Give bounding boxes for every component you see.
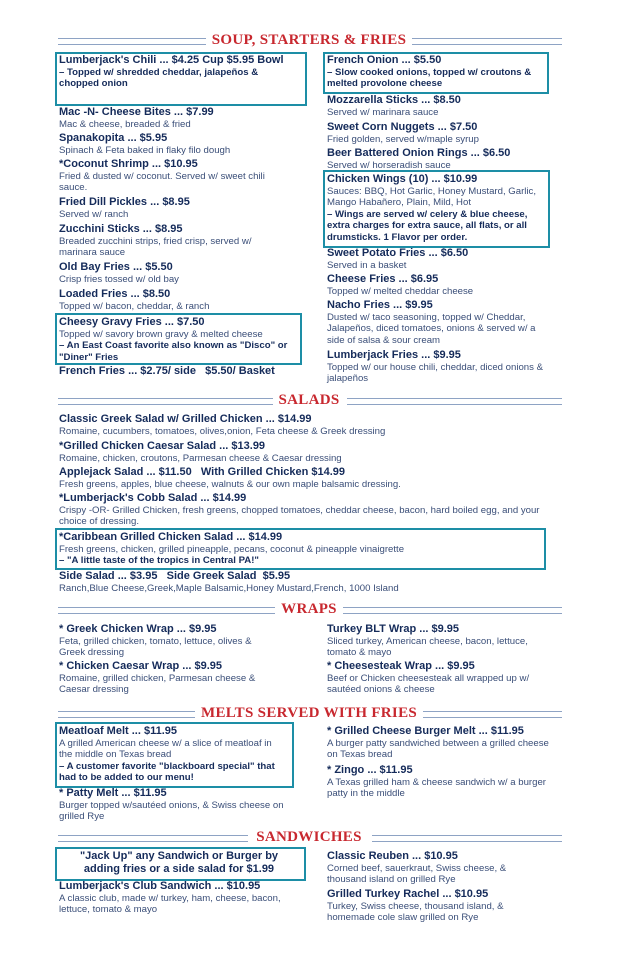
menu-item-chili	[59, 54, 299, 90]
item-note: – An East Coast favorite also known as "Disco" or "Diner" Fries	[59, 340, 288, 363]
menu-item-spanakopita	[59, 132, 299, 156]
menu-item-onion-rings	[327, 147, 557, 171]
item-desc: Breaded zucchini strips, fried crisp, served w/ marinara sauce	[59, 235, 252, 258]
item-name: Mac -N- Cheese Bites ... $7.99	[59, 106, 214, 118]
item-desc: Fried golden, served w/maple syrup	[327, 133, 479, 145]
item-desc: Served in a basket	[327, 259, 407, 271]
item-name: Meatloaf Melt ... $11.95	[59, 725, 177, 737]
item-desc: Beef or Chicken cheesesteak all wrapped up w/ sautéed onions & cheese	[327, 672, 530, 695]
item-desc: Romaine, chicken, croutons, Parmesan cheese & Caesar dressing	[59, 452, 342, 464]
item-name: Cheese Fries ... $6.95	[327, 273, 439, 285]
item-desc: A burger patty sandwiched between a grilled cheese on Texas bread	[327, 737, 549, 760]
item-name: Chicken Wings (10) ... $10.99	[327, 173, 478, 185]
menu-item-chicken-caesar-wrap	[59, 660, 274, 696]
section-title-sandwiches: SANDWICHES	[250, 829, 368, 845]
item-name: *Caribbean Grilled Chicken Salad ... $14.99	[59, 531, 283, 543]
item-name: Classic Greek Salad w/ Grilled Chicken ... $14.99	[59, 413, 312, 425]
item-desc: Ranch,Blue Cheese,Greek,Maple Balsamic,Honey Mustard,French, 1000 Island	[59, 582, 399, 594]
item-name: Turkey BLT Wrap ... $9.95	[327, 623, 460, 635]
item-note: – Slow cooked onions, topped w/ croutons & melted provolone cheese	[327, 66, 532, 89]
menu-item-club-sandwich	[59, 880, 289, 916]
menu-item-lumberjack-fries	[327, 349, 559, 385]
menu-item-meatloaf-melt	[59, 725, 287, 784]
menu-item-patty-melt	[59, 787, 287, 823]
item-desc: Dusted w/ taco seasoning, topped w/ Cheddar, Jalapeños, diced tomatoes, onions & served w/ a side of salsa & sour cream	[327, 311, 536, 346]
item-name: *Grilled Chicken Caesar Salad ... $13.99	[59, 440, 266, 452]
item-desc: Fried & dusted w/ coconut. Served w/ sweet chili sauce.	[59, 170, 265, 193]
item-desc: Served w/ ranch	[59, 208, 129, 220]
item-name: * Patty Melt ... $11.95	[59, 787, 167, 799]
item-name: Zucchini Sticks ... $8.95	[59, 223, 183, 235]
item-name: Beer Battered Onion Rings ... $6.50	[327, 147, 511, 159]
menu-item-fried-dill-pickles	[59, 196, 299, 220]
menu-item-mac-cheese-bites	[59, 106, 299, 130]
item-desc: Feta, grilled chicken, tomato, lettuce, olives & Greek dressing	[59, 635, 252, 658]
menu-item-zingo	[327, 764, 562, 800]
item-name: * Zingo ... $11.95	[327, 764, 413, 776]
item-name: Old Bay Fries ... $5.50	[59, 261, 173, 273]
section-header-soup	[0, 30, 618, 52]
item-note: – Topped w/ shredded cheddar, jalapeños & chopped onion	[59, 66, 259, 89]
item-name: * Grilled Cheese Burger Melt ... $11.95	[327, 725, 524, 737]
menu-item-classic-greek-salad	[59, 413, 559, 437]
item-name: Lumberjack's Club Sandwich ... $10.95	[59, 880, 261, 892]
section-header-salads	[0, 390, 618, 412]
menu-item-loaded-fries	[59, 288, 299, 312]
section-title-soup: SOUP, STARTERS & FRIES	[206, 32, 412, 48]
item-desc: Topped w/ our house chili, cheddar, diced onions & jalapeños	[327, 361, 543, 384]
item-name: Side Salad ... $3.95 Side Greek Salad $5.95	[59, 570, 291, 582]
item-desc: Fresh greens, chicken, grilled pineapple, pecans, coconut & pineapple vinaigrette	[59, 543, 405, 555]
jack-up-promo: "Jack Up" any Sandwich or Burger by adding fries or a side salad for $1.99	[79, 850, 279, 875]
menu-item-french-onion	[327, 54, 543, 90]
item-desc: Topped w/ melted cheddar cheese	[327, 285, 474, 297]
item-desc: Served w/ marinara sauce	[327, 106, 439, 118]
item-name: Cheesy Gravy Fries ... $7.50	[59, 316, 205, 328]
item-name: * Greek Chicken Wrap ... $9.95	[59, 623, 217, 635]
item-desc: Mac & cheese, breaded & fried	[59, 118, 191, 130]
item-name: Mozzarella Sticks ... $8.50	[327, 94, 461, 106]
section-title-melts: MELTS SERVED WITH FRIES	[195, 705, 423, 721]
menu-item-classic-reuben	[327, 850, 542, 886]
section-header-sandwiches	[0, 827, 618, 849]
item-name: French Fries ... $2.75/ side $5.50/ Basket	[59, 365, 275, 377]
item-name: Fried Dill Pickles ... $8.95	[59, 196, 190, 208]
item-desc: Topped w/ bacon, cheddar, & ranch	[59, 300, 210, 312]
item-name: Spanakopita ... $5.95	[59, 132, 168, 144]
item-name: French Onion ... $5.50	[327, 54, 442, 66]
menu-item-nacho-fries	[327, 299, 555, 346]
menu-item-sweet-potato-fries	[327, 247, 547, 271]
item-desc: Crispy -OR- Grilled Chicken, fresh greens, chopped tomatoes, cheddar cheese, bacon, hard boiled egg, and your choice of dressing.	[59, 504, 540, 527]
section-title-wraps: WRAPS	[275, 601, 343, 617]
menu-item-side-salad	[59, 570, 559, 594]
section-header-wraps	[0, 599, 618, 621]
menu-item-caesar-salad	[59, 440, 559, 464]
menu-item-caribbean-salad	[59, 531, 539, 567]
menu-item-old-bay-fries	[59, 261, 299, 285]
item-desc: Crisp fries tossed w/ old bay	[59, 273, 179, 285]
item-desc: Fresh greens, apples, blue cheese, walnuts & our own maple balsamic dressing.	[59, 478, 401, 490]
item-desc: Burger topped w/sautéed onions, & Swiss cheese on grilled Rye	[59, 799, 284, 822]
item-name: * Chicken Caesar Wrap ... $9.95	[59, 660, 223, 672]
item-desc: Spinach & Feta baked in flaky filo dough	[59, 144, 231, 156]
item-desc: A grilled American cheese w/ a slice of meatloaf in the middle on Texas bread	[59, 737, 272, 760]
section-title-salads: SALADS	[273, 392, 346, 408]
item-name: Lumberjack's Chili ... $4.25 Cup $5.95 Bowl	[59, 54, 284, 66]
item-name: Grilled Turkey Rachel ... $10.95	[327, 888, 489, 900]
item-desc: A classic club, made w/ turkey, ham, cheese, bacon, lettuce, tomato & mayo	[59, 892, 281, 915]
menu-item-grilled-cheese-burger-melt	[327, 725, 552, 761]
item-desc: Romaine, cucumbers, tomatoes, olives,onion, Feta cheese & Greek dressing	[59, 425, 386, 437]
menu-item-greek-chicken-wrap	[59, 623, 274, 659]
item-desc: Romaine, grilled chicken, Parmesan cheese & Caesar dressing	[59, 672, 256, 695]
menu-item-coconut-shrimp	[59, 158, 289, 194]
item-name: Lumberjack Fries ... $9.95	[327, 349, 461, 361]
item-desc: A Texas grilled ham & cheese sandwich w/ a burger patty in the middle	[327, 776, 546, 799]
item-desc: Topped w/ savory brown gravy & melted cheese	[59, 328, 263, 340]
menu-item-turkey-blt-wrap	[327, 623, 549, 659]
item-desc: Sauces: BBQ, Hot Garlic, Honey Mustard, Garlic, Mango Habañero, Plain, Mild, Hot	[327, 185, 537, 208]
item-name: * Cheesesteak Wrap ... $9.95	[327, 660, 475, 672]
menu-item-sweet-corn-nuggets	[327, 121, 547, 145]
item-note: – Wings are served w/ celery & blue cheese, extra charges for extra sauce, all flats, or all drumsticks. 1 Flavor per order.	[327, 208, 528, 243]
item-name: Applejack Salad ... $11.50 With Grilled Chicken $14.99	[59, 466, 346, 478]
item-name: *Lumberjack's Cobb Salad ... $14.99	[59, 492, 247, 504]
item-desc: Served w/ horseradish sauce	[327, 159, 451, 171]
item-note: – A customer favorite "blackboard special" that had to be added to our menu!	[59, 760, 275, 783]
item-name: Loaded Fries ... $8.50	[59, 288, 171, 300]
menu-item-zucchini-sticks	[59, 223, 279, 259]
menu-item-cheesesteak-wrap	[327, 660, 549, 696]
item-name: *Coconut Shrimp ... $10.95	[59, 158, 198, 170]
item-note: – "A little taste of the tropics in Central PA!"	[59, 555, 259, 566]
item-name: Sweet Potato Fries ... $6.50	[327, 247, 469, 259]
menu-item-turkey-rachel	[327, 888, 542, 924]
menu-item-chicken-wings	[327, 173, 544, 243]
item-name: Nacho Fries ... $9.95	[327, 299, 433, 311]
item-desc: Sliced turkey, American cheese, bacon, lettuce, tomato & mayo	[327, 635, 528, 658]
menu-item-applejack-salad	[59, 466, 559, 490]
item-name: Sweet Corn Nuggets ... $7.50	[327, 121, 478, 133]
menu-item-cheesy-gravy-fries	[59, 316, 295, 363]
item-desc: Corned beef, sauerkraut, Swiss cheese, & thousand island on grilled Rye	[327, 862, 507, 885]
menu-item-cheese-fries	[327, 273, 547, 297]
menu-item-mozzarella-sticks	[327, 94, 547, 118]
menu-item-french-fries	[59, 365, 309, 378]
item-desc: Turkey, Swiss cheese, thousand island, & homemade cole slaw grilled on Rye	[327, 900, 504, 923]
menu-item-cobb-salad	[59, 492, 554, 528]
item-name: Classic Reuben ... $10.95	[327, 850, 458, 862]
